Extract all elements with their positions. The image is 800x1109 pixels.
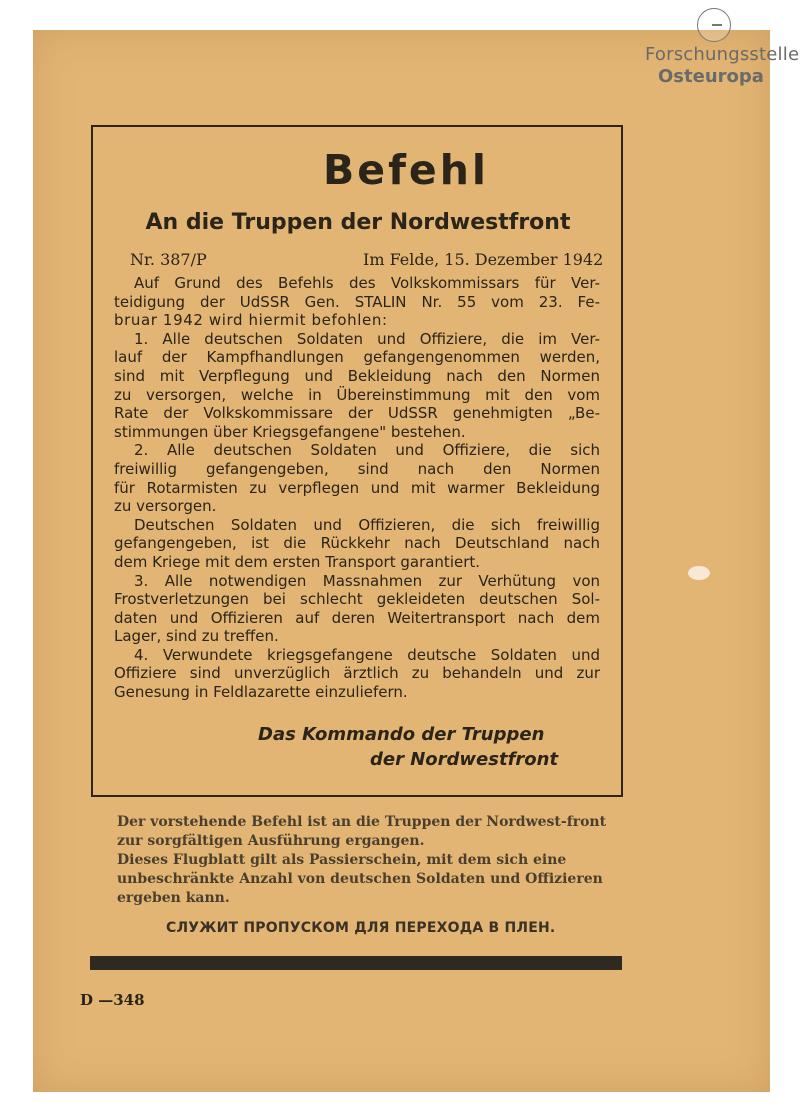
body-line: stimmungen über Kriegsgefangene" bestehen.: [114, 422, 466, 441]
signature-line2: der Nordwestfront: [370, 749, 559, 770]
document-title: Befehl: [323, 146, 489, 194]
body-line: freiwillig gefangengeben, sind nach den Normen: [114, 459, 600, 478]
russian-pass-text: СЛУЖИТ ПРОПУСКОМ ДЛЯ ПЕРЕХОДА В ПЛЕН.: [166, 920, 556, 936]
body-line: sind mit Verpflegung und Bekleidung nach den Normen: [114, 366, 600, 385]
body-line: lauf der Kampfhandlungen gefangengenommen werden,: [114, 348, 600, 367]
order-number: Nr. 387/P: [130, 250, 207, 269]
body-line: 4. Verwundete kriegsgefangene deutsche Soldaten und: [134, 645, 600, 664]
signature-line1: Das Kommando der Truppen: [258, 724, 545, 745]
paper-hole: [688, 566, 710, 580]
body-line: teidigung der UdSSR Gen. STALIN Nr. 55 vom 23. Fe-: [114, 292, 600, 311]
watermark-line1: Forschungsstelle: [645, 44, 800, 65]
body-line: 1. Alle deutschen Soldaten und Offiziere, die im Ver-: [134, 329, 600, 348]
order-body: [114, 274, 600, 702]
watermark-line2: Osteuropa: [658, 66, 764, 87]
body-line: bruar 1942 wird hiermit befohlen:: [114, 311, 388, 330]
footer-paragraph1: Der vorstehende Befehl ist an die Truppen der Nordwest-front zur sorgfältigen Ausführung ergangen.: [117, 814, 607, 849]
body-line: 3. Alle notwendigen Massnahmen zur Verhütung von: [134, 571, 600, 590]
body-line: daten und Offizieren auf deren Weitertransport nach dem: [114, 608, 600, 627]
document-subtitle: An die Truppen der Nordwestfront: [145, 210, 571, 235]
body-line: Frostverletzungen bei schlecht gekleideten deutschen Sol-: [114, 590, 600, 609]
body-line: für Rotarmisten zu verpflegen und mit warmer Bekleidung: [114, 478, 600, 497]
body-line: dem Kriege mit dem ersten Transport garantiert.: [114, 552, 481, 571]
body-line: Deutschen Soldaten und Offizieren, die sich freiwillig: [134, 515, 600, 534]
body-line: 2. Alle deutschen Soldaten und Offiziere, die sich: [134, 441, 600, 460]
place-date: Im Felde, 15. Dezember 1942: [363, 250, 604, 269]
signature: [258, 722, 558, 772]
body-line: Auf Grund des Befehls des Volkskommissars für Ver-: [134, 274, 600, 292]
body-line: Offiziere sind unverzüglich ärztlich zu behandeln und zur: [114, 664, 600, 683]
body-line: Lager, sind zu treffen.: [114, 627, 279, 646]
body-line: Genesung in Feldlazarette einzuliefern.: [114, 683, 408, 702]
archive-logo-icon: [697, 8, 731, 42]
divider-bar: [90, 956, 622, 970]
leaflet-code: D —348: [80, 991, 145, 1009]
body-line: gefangengeben, ist die Rückkehr nach Deutschland nach: [114, 534, 600, 553]
body-line: zu versorgen, welche in Übereinstimmung mit den vom: [114, 385, 600, 404]
body-line: Rate der Volkskommissare der UdSSR genehmigten „Be-: [114, 404, 600, 423]
body-line: zu versorgen.: [114, 497, 217, 516]
footer-text: [117, 813, 622, 908]
footer-paragraph2: Dieses Flugblatt gilt als Passierschein, mit dem sich eine unbeschränkte Anzahl von deutschen Soldaten und Offizieren ergeben kann.: [117, 852, 603, 906]
